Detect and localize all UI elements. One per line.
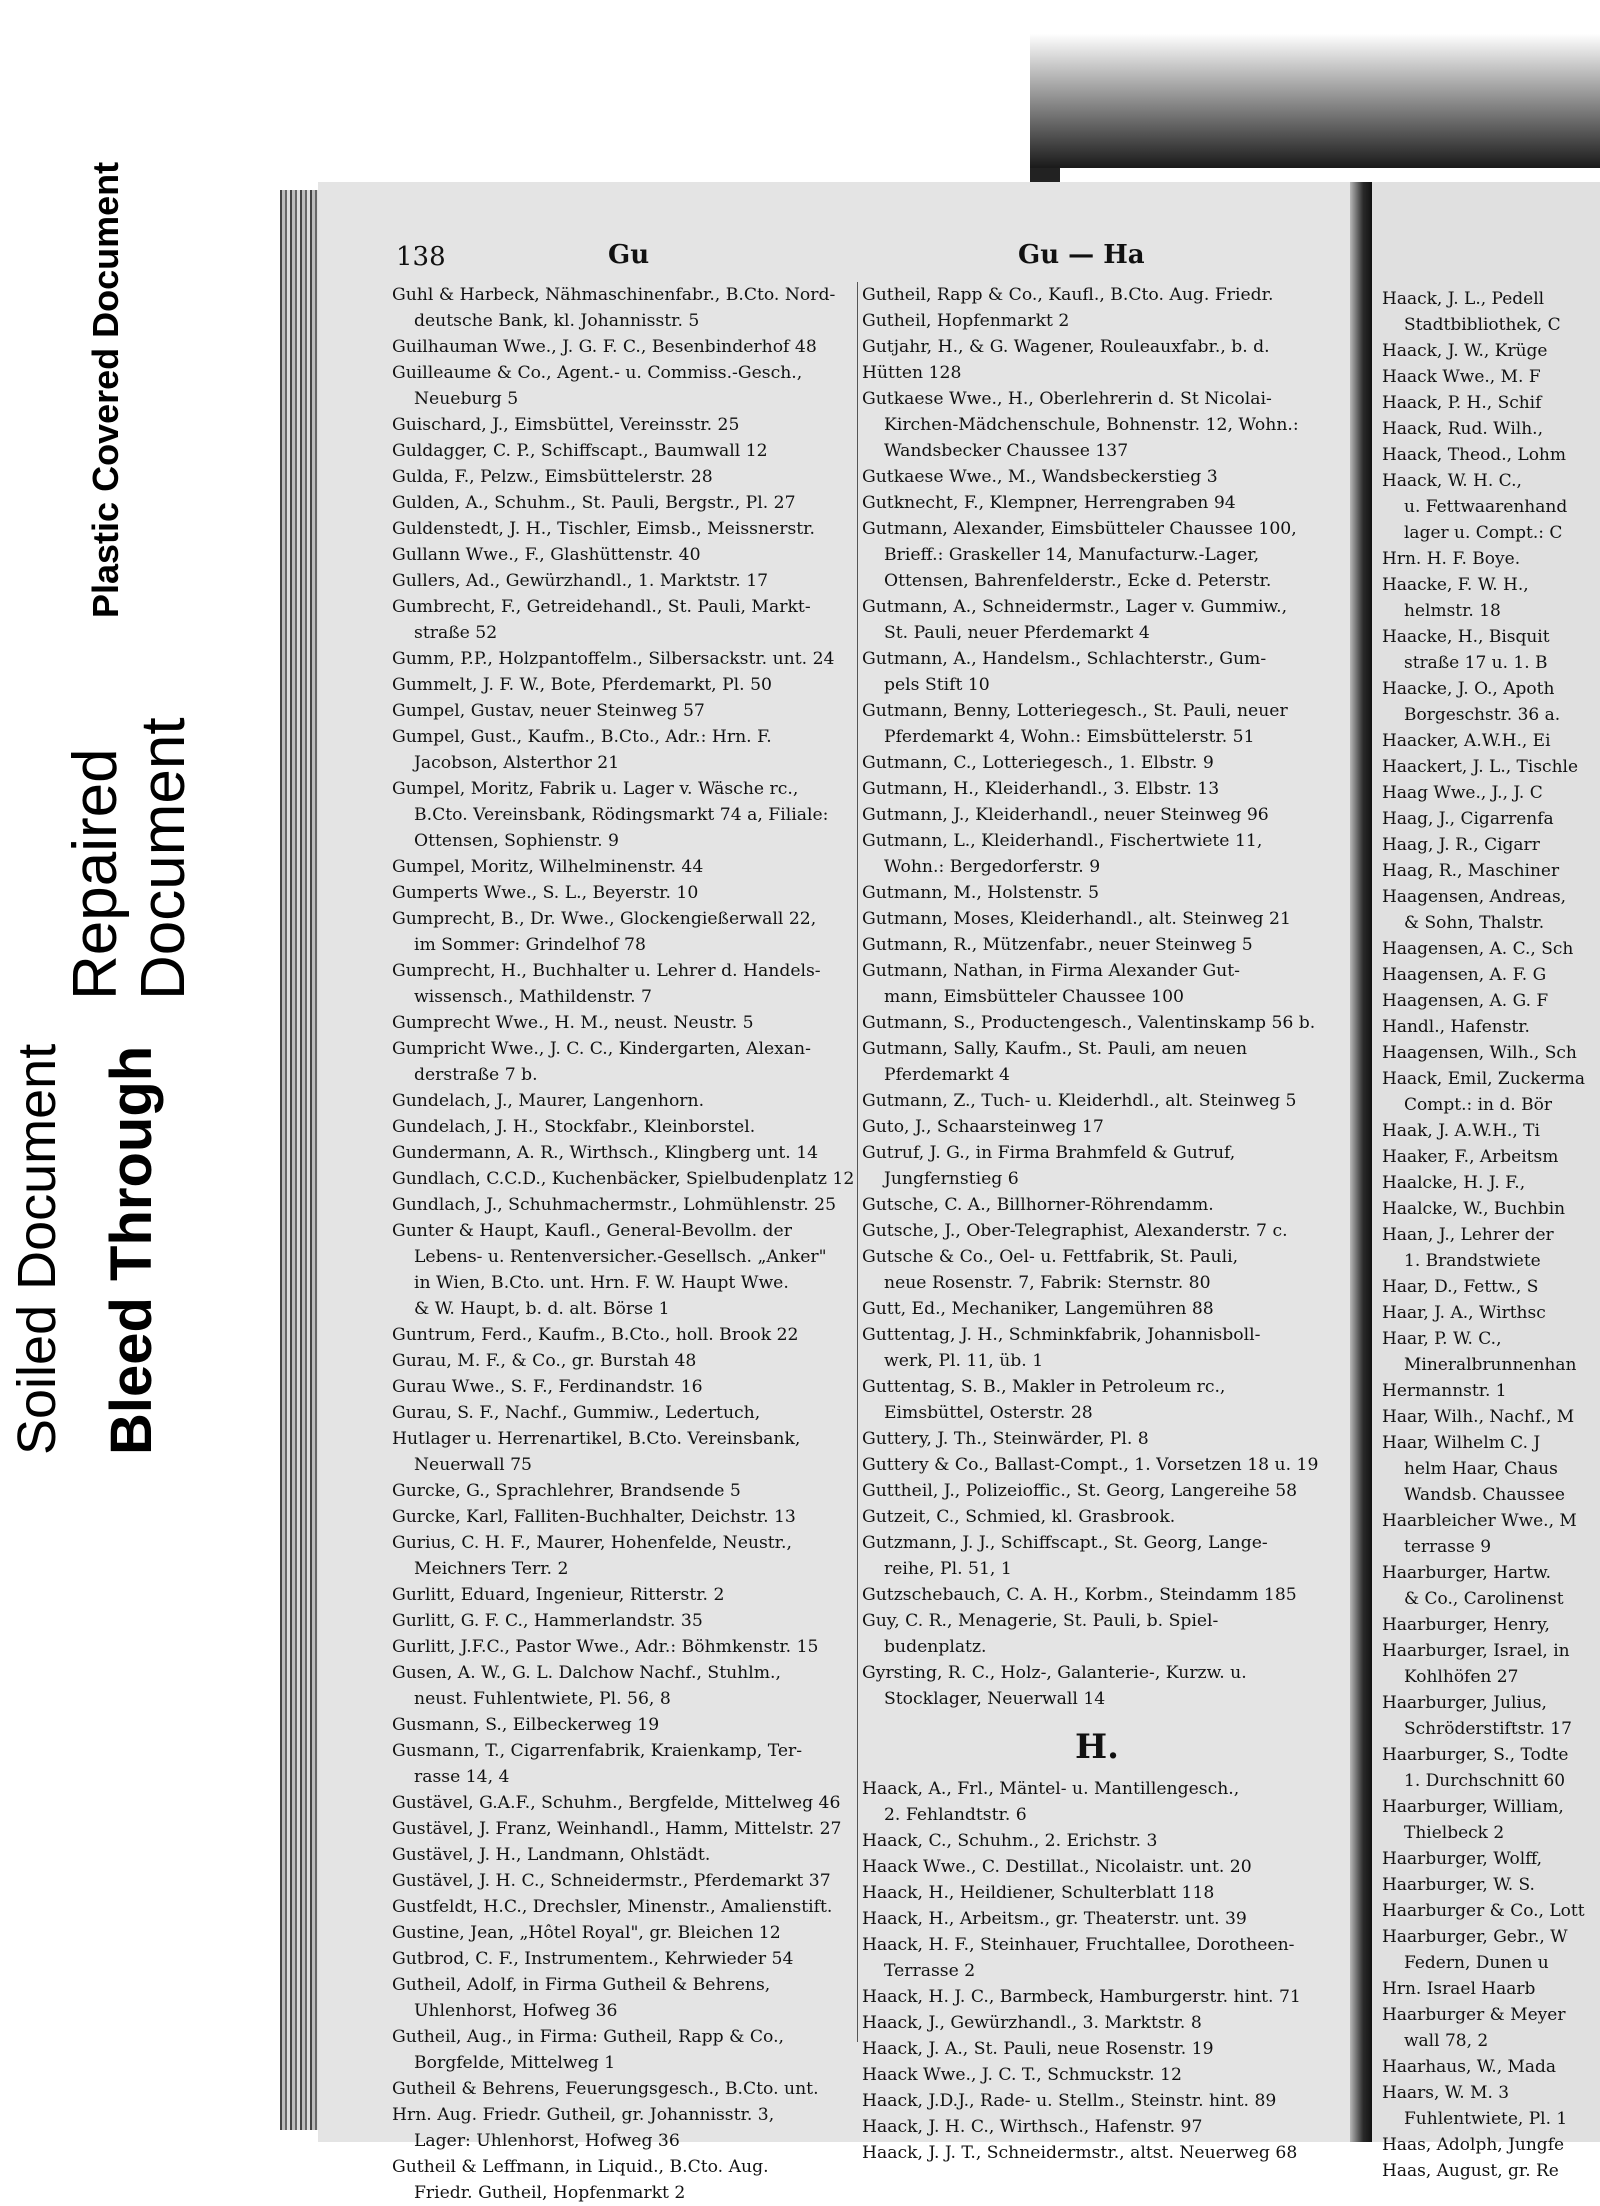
directory-entry-line: Gurlitt, G. F. C., Hammerlandstr. 35 — [392, 1611, 703, 1631]
directory-entry-line: Haack, H. F., Steinhauer, Fruchtallee, Dorotheen- — [862, 1935, 1295, 1955]
directory-entry-line: Lager: Uhlenhorst, Hofweg 36 — [414, 2131, 680, 2151]
directory-entry-line: Haar, P. W. C., — [1382, 1329, 1502, 1349]
directory-entry-line: Pferdemarkt 4 — [884, 1065, 1010, 1085]
directory-entry-line: Hütten 128 — [862, 363, 962, 383]
directory-entry-line: Gumpel, Moritz, Fabrik u. Lager v. Wäsche rc., — [392, 779, 799, 799]
directory-entry-line: Handl., Hafenstr. — [1382, 1017, 1530, 1037]
directory-entry-line: Haag, R., Maschiner — [1382, 861, 1560, 881]
directory-entry-line: Gutmann, L., Kleiderhandl., Fischertwiete 11, — [862, 831, 1263, 851]
directory-entry-line: Guy, C. R., Menagerie, St. Pauli, b. Spiel- — [862, 1611, 1219, 1631]
directory-entry-line: Gurcke, G., Sprachlehrer, Brandsende 5 — [392, 1481, 741, 1501]
directory-entry-line: Borgeschstr. 36 a. — [1404, 705, 1561, 725]
directory-entry-line: 1. Brandstwiete — [1404, 1251, 1541, 1271]
directory-entry-line: Stadtbibliothek, C — [1404, 315, 1561, 335]
directory-entry-line: Jungfernstieg 6 — [884, 1169, 1019, 1189]
column-divider — [857, 282, 858, 2042]
directory-entry-line: Borgfelde, Mittelweg 1 — [414, 2053, 616, 2073]
directory-entry-line: Stocklager, Neuerwall 14 — [884, 1689, 1106, 1709]
directory-entry-line: Haack, Theod., Lohm — [1382, 445, 1566, 465]
directory-entry-line: Gundlach, C.C.D., Kuchenbäcker, Spielbudenplatz 12 — [392, 1169, 855, 1189]
directory-entry-line: Kirchen-Mädchenschule, Bohnenstr. 12, Wohn.: — [884, 415, 1299, 435]
directory-entry-line: Gutkaese Wwe., H., Oberlehrerin d. St Nicolai- — [862, 389, 1272, 409]
directory-entry-line: 2. Fehlandtstr. 6 — [884, 1805, 1027, 1825]
directory-entry-line: Jacobson, Alsterthor 21 — [414, 753, 620, 773]
directory-entry-line: Haack, J.D.J., Rade- u. Stellm., Steinstr. hint. 89 — [862, 2091, 1277, 2111]
directory-entry-line: Haarburger, Julius, — [1382, 1693, 1547, 1713]
directory-entry-line: Gumpel, Gustav, neuer Steinweg 57 — [392, 701, 705, 721]
directory-entry-line: Haack, J. W., Krüge — [1382, 341, 1548, 361]
directory-entry-line: Haack, Emil, Zuckerma — [1382, 1069, 1585, 1089]
directory-entry-line: Gullann Wwe., F., Glashüttenstr. 40 — [392, 545, 701, 565]
directory-entry-line: Guischard, J., Eimsbüttel, Vereinsstr. 25 — [392, 415, 740, 435]
directory-entry-line: Haalcke, W., Buchbin — [1382, 1199, 1566, 1219]
directory-entry-line: Terrasse 2 — [884, 1961, 976, 1981]
directory-entry-line: Gustfeldt, H.C., Drechsler, Minenstr., Amalienstift. — [392, 1897, 833, 1917]
directory-entry-line: Gutmann, Nathan, in Firma Alexander Gut- — [862, 961, 1240, 981]
letter-heading: H. — [1075, 1727, 1119, 1767]
directory-entry-line: Gutsche, C. A., Billhorner-Röhrendamm. — [862, 1195, 1214, 1215]
directory-entry-line: Haas, August, gr. Re — [1382, 2161, 1559, 2181]
directory-entry-line: Gutmann, Z., Tuch- u. Kleiderhdl., alt. Steinweg 5 — [862, 1091, 1297, 1111]
next-page-edge — [1372, 182, 1600, 2181]
directory-entry-line: Gusmann, S., Eilbeckerweg 19 — [392, 1715, 660, 1735]
directory-entry-line: Gurlitt, J.F.C., Pastor Wwe., Adr.: Böhmkenstr. 15 — [392, 1637, 819, 1657]
directory-entry-line: Haalcke, H. J. F., — [1382, 1173, 1526, 1193]
directory-entry-line: Gutmann, R., Mützenfabr., neuer Steinweg 5 — [862, 935, 1253, 955]
directory-entry-line: Haack, A., Frl., Mäntel- u. Mantillengesch., — [862, 1779, 1240, 1799]
directory-entry-line: Haacke, H., Bisquit — [1382, 627, 1550, 647]
directory-entry-line: Guto, J., Schaarsteinweg 17 — [862, 1117, 1104, 1137]
directory-entry-line: Haack, P. H., Schif — [1382, 393, 1542, 413]
book-gutter — [1350, 182, 1372, 2142]
directory-entry-line: Haak, J. A.W.H., Ti — [1382, 1121, 1540, 1141]
directory-entry-line: Gummelt, J. F. W., Bote, Pferdemarkt, Pl. 50 — [392, 675, 772, 695]
label-repaired: Repaired Document — [61, 717, 198, 1000]
directory-entry-line: Haag, J. R., Cigarr — [1382, 835, 1540, 855]
directory-entry-line: Haan, J., Lehrer der — [1382, 1225, 1554, 1245]
directory-entry-line: Haacke, F. W. H., — [1382, 575, 1529, 595]
directory-entry-line: Haarburger, W. S. — [1382, 1875, 1535, 1895]
directory-entry-line: Gutheil & Leffmann, in Liquid., B.Cto. Aug. — [392, 2157, 769, 2177]
scan-background — [1030, 0, 1600, 168]
directory-entry-line: Pferdemarkt 4, Wohn.: Eimsbüttelerstr. 51 — [884, 727, 1255, 747]
directory-entry-line: Haack, H. J. C., Barmbeck, Hamburgerstr. hint. 71 — [862, 1987, 1301, 2007]
directory-entry-line: rasse 14, 4 — [414, 1767, 510, 1787]
page-stack-edge — [280, 190, 322, 2130]
directory-entry-line: Haas, Adolph, Jungfe — [1382, 2135, 1565, 2155]
directory-entry-line: & W. Haupt, b. d. alt. Börse 1 — [414, 1299, 670, 1319]
next-page-column — [1382, 286, 1585, 2184]
directory-entry-line: Gurius, C. H. F., Maurer, Hohenfelde, Neustr., — [392, 1533, 792, 1553]
directory-entry-line: Haarburger & Co., Lott — [1382, 1901, 1585, 1921]
directory-entry-line: Guttentag, S. B., Makler in Petroleum rc., — [862, 1377, 1226, 1397]
directory-entry-line: Haarburger, Wolff, — [1382, 1849, 1543, 1869]
directory-entry-line: Gutmann, Moses, Kleiderhandl., alt. Steinweg 21 — [862, 909, 1291, 929]
directory-entry-line: 1. Durchschnitt 60 — [1404, 1771, 1566, 1791]
directory-entry-line: Gustävel, G.A.F., Schuhm., Bergfelde, Mittelweg 46 — [392, 1793, 841, 1813]
directory-entry-line: Guhl & Harbeck, Nähmaschinenfabr., B.Cto. Nord- — [392, 285, 836, 305]
directory-entry-line: Guntrum, Ferd., Kaufm., B.Cto., holl. Brook 22 — [392, 1325, 799, 1345]
directory-entry-line: Gurau, M. F., & Co., gr. Burstah 48 — [392, 1351, 697, 1371]
directory-entry-line: Neueburg 5 — [414, 389, 519, 409]
directory-entry-line: Thielbeck 2 — [1404, 1823, 1505, 1843]
directory-entry-line: Compt.: in d. Bör — [1404, 1095, 1552, 1115]
directory-entry-line: Haag Wwe., J., J. C — [1382, 783, 1543, 803]
directory-entry-line: Guldenstedt, J. H., Tischler, Eimsb., Meissnerstr. — [392, 519, 815, 539]
directory-entry-line: Gutkaese Wwe., M., Wandsbeckerstieg 3 — [862, 467, 1218, 487]
directory-entry-line: straße 17 u. 1. B — [1404, 653, 1548, 673]
directory-entry-line: Haarburger, Israel, in — [1382, 1641, 1570, 1661]
directory-entry-line: werk, Pl. 11, üb. 1 — [884, 1351, 1044, 1371]
directory-entry-line: Guttery, J. Th., Steinwärder, Pl. 8 — [862, 1429, 1149, 1449]
directory-entry-line: Gustävel, J. H. C., Schneidermstr., Pferdemarkt 37 — [392, 1871, 831, 1891]
directory-entry-line: deutsche Bank, kl. Johannisstr. 5 — [414, 311, 700, 331]
directory-entry-line: Haarburger & Meyer — [1382, 2005, 1566, 2025]
directory-entry-line: Gutmann, J., Kleiderhandl., neuer Steinweg 96 — [862, 805, 1269, 825]
directory-entry-line: Haack, J. A., St. Pauli, neue Rosenstr. 19 — [862, 2039, 1214, 2059]
directory-entry-line: Haack Wwe., M. F — [1382, 367, 1541, 387]
directory-entry-line: Haacker, A.W.H., Ei — [1382, 731, 1551, 751]
directory-entry-line: Hrn. Aug. Friedr. Gutheil, gr. Johannisstr. 3, — [392, 2105, 775, 2125]
directory-entry-line: Haagensen, A. G. F — [1382, 991, 1549, 1011]
directory-entry-line: St. Pauli, neuer Pferdemarkt 4 — [884, 623, 1150, 643]
directory-entry-line: Haack, Rud. Wilh., — [1382, 419, 1543, 439]
directory-entry-line: Gutt, Ed., Mechaniker, Langemühren 88 — [862, 1299, 1214, 1319]
directory-entry-line: Gulden, A., Schuhm., St. Pauli, Bergstr., Pl. 27 — [392, 493, 796, 513]
directory-entry-line: Gunter & Haupt, Kaufl., General-Bevollm. der — [392, 1221, 792, 1241]
directory-entry-line: Gutheil, Rapp & Co., Kaufl., B.Cto. Aug. Friedr. — [862, 285, 1274, 305]
directory-entry-line: Ottensen, Bahrenfelderstr., Ecke d. Peterstr. — [884, 571, 1272, 591]
directory-entry-line: Guilhauman Wwe., J. G. F. C., Besenbinderhof 48 — [392, 337, 817, 357]
directory-entry-line: Gumpricht Wwe., J. C. C., Kindergarten, Alexan- — [392, 1039, 811, 1059]
directory-entry-line: Gundelach, J. H., Stockfabr., Kleinborstel. — [392, 1117, 756, 1137]
directory-entry-line: Haarburger, Hartw. — [1382, 1563, 1552, 1583]
directory-entry-line: Gundermann, A. R., Wirthsch., Klingberg unt. 14 — [392, 1143, 819, 1163]
directory-entry-line: Gutmann, M., Holstenstr. 5 — [862, 883, 1100, 903]
directory-entry-line: Haagensen, Wilh., Sch — [1382, 1043, 1577, 1063]
directory-entry-line: mann, Eimsbütteler Chaussee 100 — [884, 987, 1184, 1007]
directory-entry-line: Guttentag, J. H., Schminkfabrik, Johannisboll- — [862, 1325, 1261, 1345]
directory-entry-line: Haack, W. H. C., — [1382, 471, 1522, 491]
directory-entry-line: Haack, J. J. T., Schneidermstr., altst. Neuerweg 68 — [862, 2143, 1298, 2163]
directory-entry-line: Gutmann, Benny, Lotteriegesch., St. Pauli, neuer — [862, 701, 1288, 721]
directory-entry-line: Gurau, S. F., Nachf., Gummiw., Ledertuch, — [392, 1403, 761, 1423]
directory-entry-line: Haack, H., Arbeitsm., gr. Theaterstr. unt. 39 — [862, 1909, 1247, 1929]
directory-entry-line: Gutheil, Adolf, in Firma Gutheil & Behrens, — [392, 1975, 771, 1995]
directory-entry-line: Gundlach, J., Schuhmachermstr., Lohmühlenstr. 25 — [392, 1195, 837, 1215]
directory-entry-line: Gutbrod, C. F., Instrumentem., Kehrwieder 54 — [392, 1949, 794, 1969]
label-plastic-covered: Plastic Covered Document — [85, 161, 126, 618]
directory-entry-line: Haack, H., Heildiener, Schulterblatt 118 — [862, 1883, 1215, 1903]
directory-entry-line: Gurlitt, Eduard, Ingenieur, Ritterstr. 2 — [392, 1585, 725, 1605]
directory-entry-line: Haarhaus, W., Mada — [1382, 2057, 1557, 2077]
directory-entry-line: Meichners Terr. 2 — [414, 1559, 569, 1579]
directory-entry-line: Gutmann, A., Handelsm., Schlachterstr., Gum- — [862, 649, 1267, 669]
directory-entry-line: Gutmann, Sally, Kaufm., St. Pauli, am neuen — [862, 1039, 1248, 1059]
directory-entry-line: Gurau Wwe., S. F., Ferdinandstr. 16 — [392, 1377, 703, 1397]
directory-entry-line: Guilleaume & Co., Agent.- u. Commiss.-Gesch., — [392, 363, 803, 383]
directory-entry-line: & Sohn, Thalstr. — [1404, 913, 1545, 933]
directory-entry-line: Haarbleicher Wwe., M — [1382, 1511, 1577, 1531]
directory-entry-line: Hutlager u. Herrenartikel, B.Cto. Vereinsbank, — [392, 1429, 801, 1449]
directory-entry-line: Gutruf, J. G., in Firma Brahmfeld & Gutruf, — [862, 1143, 1236, 1163]
directory-entry-line: Friedr. Gutheil, Hopfenmarkt 2 — [414, 2183, 686, 2203]
directory-entry-line: Haar, J. A., Wirthsc — [1382, 1303, 1546, 1323]
directory-entry-line: Haack, J., Gewürzhandl., 3. Marktstr. 8 — [862, 2013, 1202, 2033]
directory-entry-line: Haar, Wilhelm C. J — [1382, 1433, 1541, 1453]
directory-entry-line: Gumpel, Gust., Kaufm., B.Cto., Adr.: Hrn. F. — [392, 727, 772, 747]
label-bleed-through: Bleed Through — [99, 1045, 164, 1455]
directory-entry-line: Wandsb. Chaussee — [1404, 1485, 1565, 1505]
directory-entry-line: Gumperts Wwe., S. L., Beyerstr. 10 — [392, 883, 699, 903]
directory-entry-line: wissensch., Mathildenstr. 7 — [414, 987, 652, 1007]
directory-entry-line: Lebens- u. Rentenversicher.-Gesellsch. „Anker" — [414, 1247, 827, 1267]
directory-entry-line: Haack, J. H. C., Wirthsch., Hafenstr. 97 — [862, 2117, 1203, 2137]
directory-entry-line: Haackert, J. L., Tischle — [1382, 757, 1579, 777]
directory-entry-line: Gutzmann, J. J., Schiffscapt., St. Georg, Lange- — [862, 1533, 1268, 1553]
directory-entry-line: Haack Wwe., C. Destillat., Nicolaistr. unt. 20 — [862, 1857, 1252, 1877]
page-head-left: Gu — [608, 240, 650, 270]
directory-entry-line: Haag, J., Cigarrenfa — [1382, 809, 1554, 829]
directory-entry-line: in Wien, B.Cto. unt. Hrn. F. W. Haupt Wwe. — [414, 1273, 789, 1293]
directory-entry-line: Neuerwall 75 — [414, 1455, 532, 1475]
directory-entry-line: Fuhlentwiete, Pl. 1 — [1404, 2109, 1568, 2129]
directory-entry-line: Gullers, Ad., Gewürzhandl., 1. Marktstr. 17 — [392, 571, 769, 591]
directory-entry-line: Gutheil & Behrens, Feuerungsgesch., B.Cto. unt. — [392, 2079, 819, 2099]
column-left — [392, 282, 855, 2206]
directory-entry-line: Haack, J. L., Pedell — [1382, 289, 1545, 309]
column-right — [862, 282, 1332, 2166]
directory-entry-line: Wandsbecker Chaussee 137 — [884, 441, 1129, 461]
directory-entry-line: im Sommer: Grindelhof 78 — [414, 935, 646, 955]
directory-entry-line: Haaker, F., Arbeitsm — [1382, 1147, 1559, 1167]
directory-entry-line: Gutmann, S., Productengesch., Valentinskamp 56 b. — [862, 1013, 1316, 1033]
directory-entry-line: Gutknecht, F., Klempner, Herrengraben 94 — [862, 493, 1236, 513]
page-head-right: Gu — Ha — [1018, 240, 1145, 270]
directory-entry-line: Gulda, F., Pelzw., Eimsbüttelerstr. 28 — [392, 467, 713, 487]
directory-entry-line: Gutheil, Aug., in Firma: Gutheil, Rapp & Co., — [392, 2027, 785, 2047]
directory-entry-line: Haar, D., Fettw., S — [1382, 1277, 1539, 1297]
directory-entry-line: Gusmann, T., Cigarrenfabrik, Kraienkamp, Ter- — [392, 1741, 803, 1761]
directory-entry-line: Haack, C., Schuhm., 2. Erichstr. 3 — [862, 1831, 1158, 1851]
directory-entry-line: wall 78, 2 — [1404, 2031, 1489, 2051]
directory-entry-line: Haarburger, S., Todte — [1382, 1745, 1569, 1765]
directory-entry-line: Gusen, A. W., G. L. Dalchow Nachf., Stuhlm., — [392, 1663, 781, 1683]
directory-entry-line: Gutzschebauch, C. A. H., Korbm., Steindamm 185 — [862, 1585, 1297, 1605]
directory-entry-line: Haagensen, A. C., Sch — [1382, 939, 1574, 959]
directory-entry-line: Kohlhöfen 27 — [1404, 1667, 1519, 1687]
directory-entry-line: neue Rosenstr. 7, Fabrik: Sternstr. 80 — [884, 1273, 1211, 1293]
directory-entry-line: Haar, Wilh., Nachf., M — [1382, 1407, 1575, 1427]
directory-entry-line: reihe, Pl. 51, 1 — [884, 1559, 1012, 1579]
directory-entry-line: Gutjahr, H., & G. Wagener, Rouleauxfabr., b. d. — [862, 337, 1270, 357]
directory-entry-line: Mineralbrunnenhan — [1404, 1355, 1577, 1375]
directory-entry-line: Gutheil, Hopfenmarkt 2 — [862, 311, 1070, 331]
directory-entry-line: Gutmann, Alexander, Eimsbütteler Chaussee 100, — [862, 519, 1297, 539]
directory-entry-line: B.Cto. Vereinsbank, Rödingsmarkt 74 a, Filiale: — [414, 805, 829, 825]
directory-entry-line: Gutmann, C., Lotteriegesch., 1. Elbstr. 9 — [862, 753, 1214, 773]
directory-entry-line: Haacke, J. O., Apoth — [1382, 679, 1555, 699]
directory-entry-line: helm Haar, Chaus — [1404, 1459, 1558, 1479]
directory-entry-line: Hermannstr. 1 — [1382, 1381, 1507, 1401]
directory-entry-line: Gutmann, H., Kleiderhandl., 3. Elbstr. 13 — [862, 779, 1220, 799]
directory-entry-line: terrasse 9 — [1404, 1537, 1492, 1557]
directory-entry-line: Hrn. Israel Haarb — [1382, 1979, 1536, 1999]
directory-entry-line: Gundelach, J., Maurer, Langenhorn. — [392, 1091, 705, 1111]
directory-entry-line: Gutsche & Co., Oel- u. Fettfabrik, St. Pauli, — [862, 1247, 1239, 1267]
directory-entry-line: Brieff.: Graskeller 14, Manufacturw.-Lager, — [884, 545, 1260, 565]
directory-entry-line: Haarburger, William, — [1382, 1797, 1564, 1817]
directory-entry-line: & Co., Carolinenst — [1404, 1589, 1564, 1609]
directory-entry-line: neust. Fuhlentwiete, Pl. 56, 8 — [414, 1689, 671, 1709]
directory-entry-line: Haarburger, Gebr., W — [1382, 1927, 1568, 1947]
directory-entry-line: Gustävel, J. Franz, Weinhandl., Hamm, Mittelstr. 27 — [392, 1819, 842, 1839]
directory-entry-line: Uhlenhorst, Hofweg 36 — [414, 2001, 618, 2021]
directory-entry-line: u. Fettwaarenhand — [1404, 497, 1568, 517]
page-number: 138 — [396, 242, 446, 272]
directory-entry-line: pels Stift 10 — [884, 675, 990, 695]
directory-entry-line: Wohn.: Bergedorferstr. 9 — [884, 857, 1101, 877]
directory-entry-line: Haarburger, Henry, — [1382, 1615, 1550, 1635]
directory-entry-line: Federn, Dunen u — [1404, 1953, 1549, 1973]
directory-entry-line: Gutsche, J., Ober-Telegraphist, Alexanderstr. 7 c. — [862, 1221, 1288, 1241]
directory-entry-line: Gumpel, Moritz, Wilhelminenstr. 44 — [392, 857, 704, 877]
directory-entry-line: Haagensen, Andreas, — [1382, 887, 1567, 907]
directory-entry-line: Gumbrecht, F., Getreidehandl., St. Pauli, Markt- — [392, 597, 811, 617]
directory-entry-line: Guldagger, C. P., Schiffscapt., Baumwall 12 — [392, 441, 768, 461]
directory-entry-line: Schröderstiftstr. 17 — [1404, 1719, 1572, 1739]
directory-entry-line: Hrn. H. F. Boye. — [1382, 549, 1521, 569]
directory-entry-line: budenplatz. — [884, 1637, 987, 1657]
directory-entry-line: Gumprecht, H., Buchhalter u. Lehrer d. Handels- — [392, 961, 821, 981]
directory-entry-line: Gumprecht Wwe., H. M., neust. Neustr. 5 — [392, 1013, 754, 1033]
directory-entry-line: Guttery & Co., Ballast-Compt., 1. Vorsetzen 18 u. 19 — [862, 1455, 1319, 1475]
directory-entry-line: Gutzeit, C., Schmied, kl. Grasbrook. — [862, 1507, 1176, 1527]
directory-entry-line: Eimsbüttel, Osterstr. 28 — [884, 1403, 1093, 1423]
directory-entry-line: Haars, W. M. 3 — [1382, 2083, 1510, 2103]
directory-entry-line: Gumprecht, B., Dr. Wwe., Glockengießerwall 22, — [392, 909, 817, 929]
directory-entry-line: Gyrsting, R. C., Holz-, Galanterie-, Kurzw. u. — [862, 1663, 1247, 1683]
column-right-entries — [862, 282, 1332, 1712]
directory-entry-line: lager u. Compt.: C — [1404, 523, 1563, 543]
label-soiled: Soiled Document — [7, 1043, 67, 1455]
directory-entry-line: helmstr. 18 — [1404, 601, 1501, 621]
directory-entry-line: Haagensen, A. F. G — [1382, 965, 1547, 985]
directory-entry-line: Gurcke, Karl, Falliten-Buchhalter, Deichstr. 13 — [392, 1507, 796, 1527]
directory-entry-line: Guttheil, J., Polizeioffic., St. Georg, Langereihe 58 — [862, 1481, 1298, 1501]
directory-page — [318, 182, 1350, 2203]
directory-entry-line: Haack Wwe., J. C. T., Schmuckstr. 12 — [862, 2065, 1182, 2085]
directory-entry-line: derstraße 7 b. — [414, 1065, 538, 1085]
directory-entry-line: straße 52 — [414, 623, 498, 643]
directory-entry-line: Gutmann, A., Schneidermstr., Lager v. Gummiw., — [862, 597, 1288, 617]
directory-entry-line: Gustine, Jean, „Hôtel Royal", gr. Bleichen 12 — [392, 1923, 781, 1943]
directory-entry-line: Gumm, P.P., Holzpantoffelm., Silbersackstr. unt. 24 — [392, 649, 835, 669]
directory-entry-line: Ottensen, Sophienstr. 9 — [414, 831, 619, 851]
column-right-h-entries — [862, 1776, 1332, 2166]
directory-entry-line: Gustävel, J. H., Landmann, Ohlstädt. — [392, 1845, 711, 1865]
